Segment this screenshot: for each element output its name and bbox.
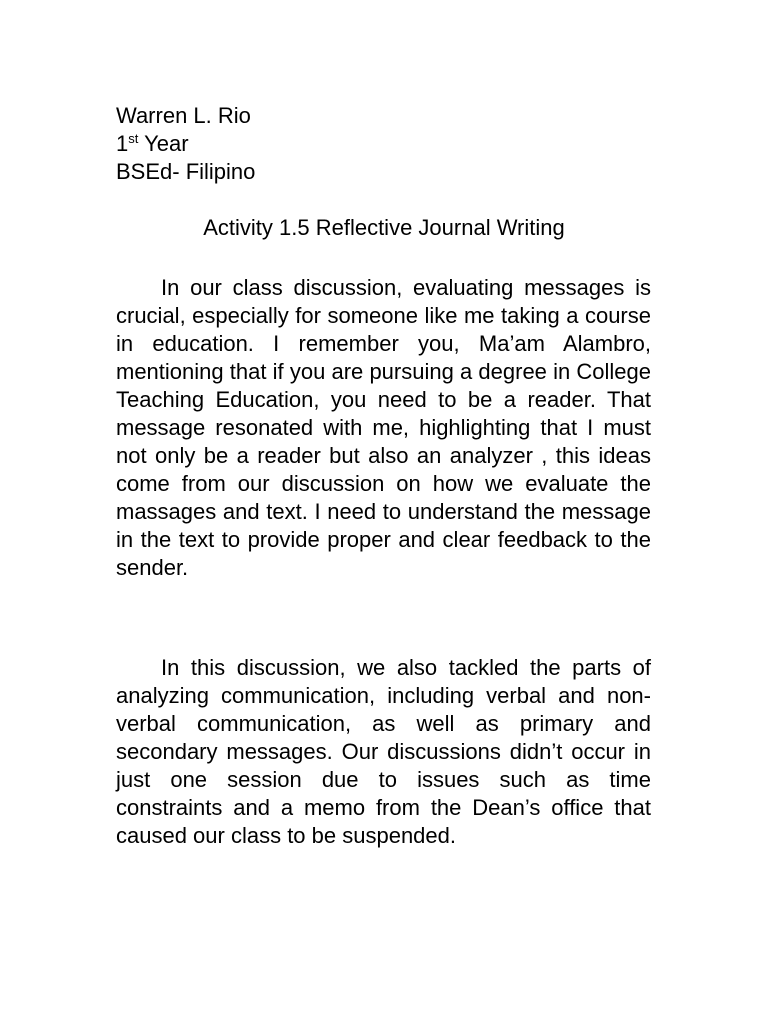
student-program: BSEd- Filipino — [116, 159, 256, 184]
student-info-block — [116, 102, 255, 186]
year-label: Year — [138, 131, 189, 156]
year-number: 1 — [116, 131, 129, 156]
student-year — [116, 130, 255, 158]
paragraph-1: In our class discussion, evaluating messages is crucial, especially for someone like me taking a course in education. I remember you, Ma’am Alambro, mentioning that if you are pursuing a degree in College Teaching Education, you need to be a reader. That message resonated with me, highlighting that I must not only be a reader but also an analyzer , this ideas come from our discussion on how we evaluate the massages and text. I need to understand the message in the text to provide proper and clear feedback to the sender. — [116, 275, 651, 580]
paragraph-2: In this discussion, we also tackled the parts of analyzing communication, including verbal and non-verbal communication, as well as primary and secondary messages. Our discussions didn’t occur in just one session due to issues such as time constraints and a memo from the Dean’s office that caused our class to be suspended. — [116, 655, 651, 848]
activity-title: Activity 1.5 Reflective Journal Writing — [203, 215, 565, 240]
student-name: Warren L. Rio — [116, 103, 251, 128]
year-suffix: st — [128, 131, 139, 146]
